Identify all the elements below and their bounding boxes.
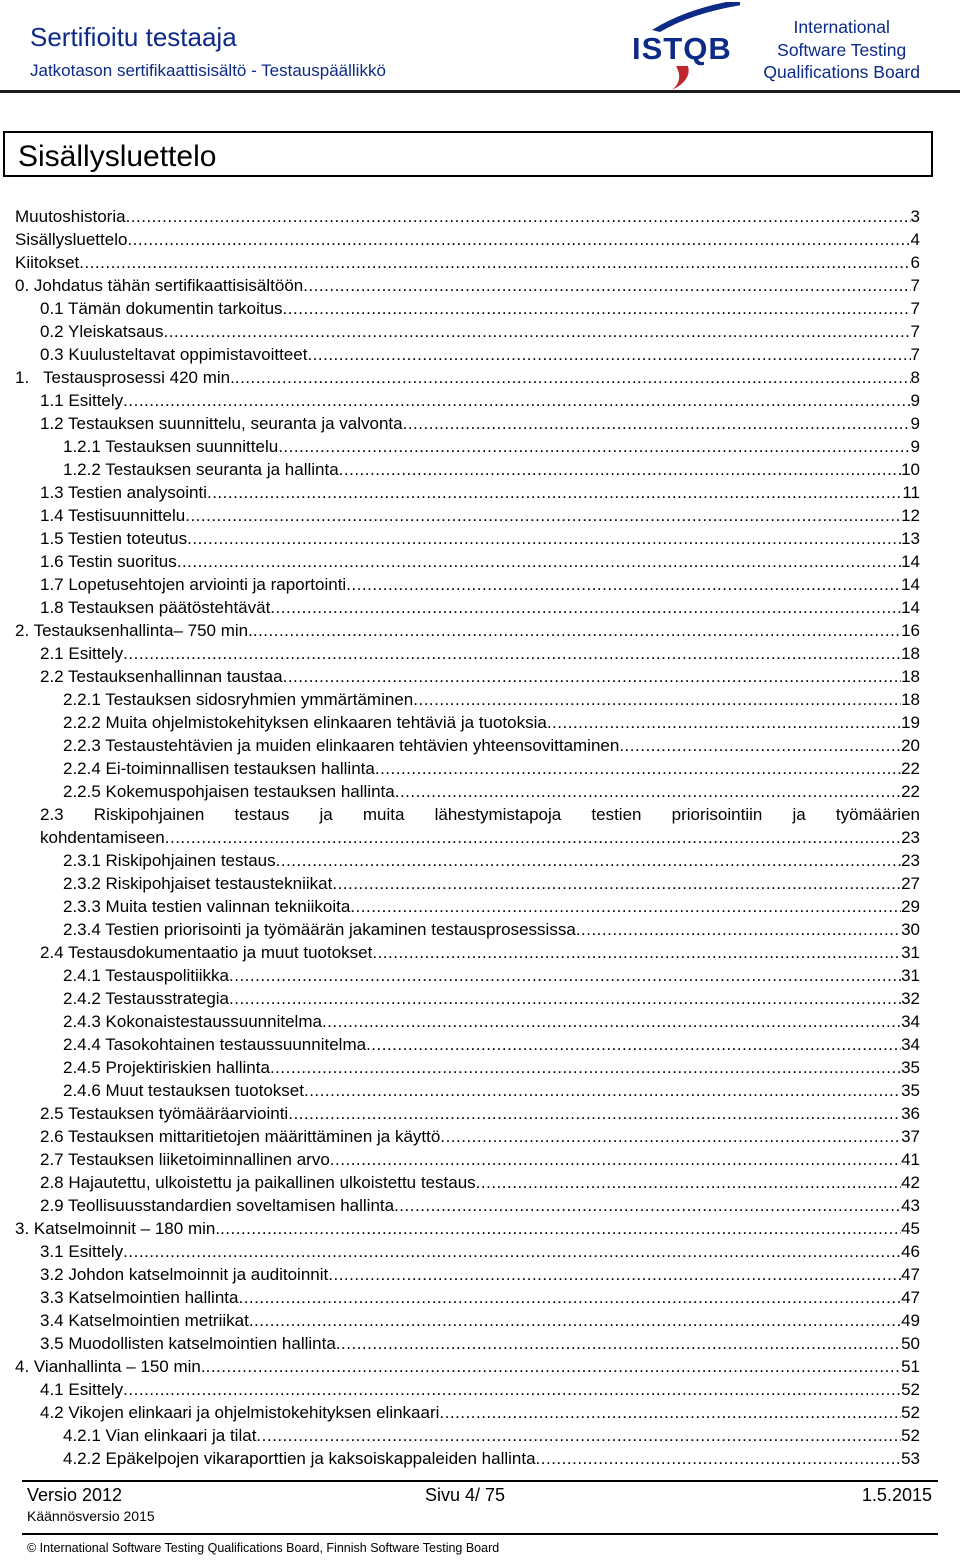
toc-entry[interactable] [0, 1125, 960, 1148]
toc-entry[interactable] [0, 1056, 960, 1079]
toc-entry-text: 2.5 Testauksen työmääräarviointi [40, 1104, 289, 1123]
toc-entry-text: 3. Katselmoinnit – 180 min. [15, 1219, 221, 1238]
toc-entry-text: 2.4.2 Testausstrategia [63, 989, 230, 1008]
toc-leader-dots [256, 1424, 901, 1447]
toc-leader-dots [303, 274, 910, 297]
toc-page-number: 32 [901, 989, 920, 1008]
toc-entry-text: 2.4.5 Projektiriskien hallinta [63, 1058, 270, 1077]
toc-entry[interactable] [0, 688, 960, 711]
toc-page-number: 4 [910, 230, 920, 249]
toc-page-number: 23 [901, 851, 920, 870]
toc-leader-dots [163, 320, 910, 343]
toc-leader-dots [249, 1309, 901, 1332]
toc-entry-text: 3.2 Johdon katselmoinnit ja auditoinnit [40, 1265, 329, 1284]
toc-entry-text: 2.2.5 Kokemuspohjaisen testauksen hallinta [63, 782, 395, 801]
toc-leader-dots [177, 550, 901, 573]
logo-swoosh-icon [652, 2, 740, 32]
toc-entry[interactable] [0, 573, 960, 596]
toc-entry[interactable] [0, 941, 960, 964]
toc-page-number: 18 [901, 690, 920, 709]
toc-leader-dots [403, 412, 911, 435]
toc-entry[interactable] [0, 872, 960, 895]
toc-entry[interactable] [0, 849, 960, 872]
toc-page-number: 43 [901, 1196, 920, 1215]
toc-leader-dots [328, 1263, 901, 1286]
toc-leader-dots [207, 481, 902, 504]
toc-leader-dots [123, 642, 901, 665]
toc-leader-dots [283, 665, 901, 688]
toc-entry-text: 2.4.3 Kokonaistestaussuunnitelma [63, 1012, 322, 1031]
toc-leader-dots [440, 1125, 901, 1148]
toc-entry[interactable] [0, 504, 960, 527]
toc-page-number: 6 [910, 253, 920, 272]
toc-leader-dots [123, 1378, 901, 1401]
toc-entry[interactable] [0, 205, 960, 228]
toc-leader-dots [394, 1194, 901, 1217]
toc-entry-text: 2.3 Riskipohjainen testaus ja muita lähestymistapoja testien priorisointiin ja työmäärien [40, 805, 920, 824]
toc-leader-dots [339, 458, 901, 481]
org-line-2: Software Testing [777, 39, 907, 60]
toc-page-number: 34 [901, 1035, 920, 1054]
toc-page-number: 7 [910, 299, 920, 318]
toc-leader-dots [322, 1010, 901, 1033]
toc-leader-dots [372, 941, 901, 964]
toc-entry[interactable] [0, 665, 960, 688]
toc-entry[interactable] [0, 1079, 960, 1102]
toc-leader-dots [476, 1171, 901, 1194]
toc-page-number: 34 [901, 1012, 920, 1031]
toc-page-number: 35 [901, 1058, 920, 1077]
toc-page-number: 47 [901, 1265, 920, 1284]
toc-page-number: 11 [902, 483, 920, 502]
toc-entry[interactable] [0, 734, 960, 757]
toc-entry[interactable] [0, 1309, 960, 1332]
toc-entry[interactable] [0, 964, 960, 987]
footer-page-number: Sivu 4/ 75 [425, 1485, 506, 1505]
toc-entry-text: 1.2.1 Testauksen suunnittelu [63, 437, 279, 456]
toc-page-number: 12 [901, 506, 920, 525]
toc-page-number: 9 [910, 391, 920, 410]
toc-page-number: 10 [901, 460, 920, 479]
toc-page-number: 14 [901, 598, 920, 617]
toc-entry[interactable] [0, 527, 960, 550]
toc-leader-dots [576, 918, 901, 941]
toc-entry[interactable] [0, 1401, 960, 1424]
toc-entry-text: 0.3 Kuulusteltavat oppimistavoitteet [40, 345, 308, 364]
toc-entry-text: 1.2 Testauksen suunnittelu, seuranta ja valvonta [40, 414, 403, 433]
toc-entry-text: 2.2.1 Testauksen sidosryhmien ymmärtäminen [63, 690, 414, 709]
toc-page-number: 35 [901, 1081, 920, 1100]
toc-leader-dots [366, 1033, 901, 1056]
toc-page-number: 37 [901, 1127, 920, 1146]
toc-entry[interactable] [0, 274, 960, 297]
page-header [0, 0, 960, 92]
toc-page-number: 22 [901, 782, 920, 801]
toc-entry-text: 1.2.2 Testauksen seuranta ja hallinta [63, 460, 339, 479]
toc-leader-dots [350, 895, 901, 918]
toc-entry[interactable] [0, 1033, 960, 1056]
toc-page-number: 19 [901, 713, 920, 732]
toc-page-number: 13 [901, 529, 920, 548]
toc-leader-dots [336, 1332, 901, 1355]
toc-entry[interactable] [0, 1148, 960, 1171]
toc-entry-text: 1.3 Testien analysointi [40, 483, 207, 502]
toc-leader-dots [270, 1056, 901, 1079]
toc-entry-text: 2.4.4 Tasokohtainen testaussuunnitelma [63, 1035, 367, 1054]
toc-entry[interactable] [0, 1332, 960, 1355]
istqb-logo [630, 2, 740, 90]
toc-entry-text: 2.9 Teollisuusstandardien soveltamisen hallinta [40, 1196, 395, 1215]
toc-entry-text: 3.5 Muodollisten katselmointien hallinta [40, 1334, 336, 1353]
toc-leader-dots [395, 780, 901, 803]
toc-leader-dots [220, 1217, 901, 1240]
toc-entry-text: 0.1 Tämän dokumentin tarkoitus [40, 299, 283, 318]
footer-rule-top [22, 1480, 938, 1482]
toc-entry[interactable] [0, 297, 960, 320]
toc-page-number: 7 [910, 276, 920, 295]
toc-entry[interactable] [0, 918, 960, 941]
toc-entry-text: 3.3 Katselmointien hallinta [40, 1288, 239, 1307]
toc-leader-dots [79, 251, 910, 274]
toc-leader-dots [206, 1355, 901, 1378]
toc-page-number: 14 [901, 552, 920, 571]
footer-copyright: © International Software Testing Qualifications Board, Finnish Software Testing Board [27, 1541, 500, 1555]
toc-page-number: 16 [901, 621, 920, 640]
toc-entry[interactable] [0, 458, 960, 481]
org-line-3: Qualifications Board [763, 62, 920, 82]
footer-rule-bottom [22, 1533, 938, 1535]
toc-leader-dots [123, 389, 910, 412]
toc-entry-text: kohdentamiseen [40, 828, 165, 847]
footer-date: 1.5.2015 [861, 1485, 932, 1505]
toc-entry[interactable] [0, 1424, 960, 1447]
toc-entry[interactable] [0, 481, 960, 504]
toc-entry[interactable] [0, 343, 960, 366]
toc-entry[interactable] [0, 228, 960, 251]
header-rule [0, 90, 960, 93]
toc-entry-text: 4. Vianhallinta – 150 min. [15, 1357, 206, 1376]
toc-page-number: 36 [901, 1104, 920, 1123]
toc-page-number: 8 [910, 368, 920, 387]
toc-entry[interactable] [0, 642, 960, 665]
toc-entry[interactable] [0, 757, 960, 780]
toc-entry-text: 2.3.2 Riskipohjaiset testaustekniikat [63, 874, 333, 893]
toc-page-number: 31 [901, 943, 920, 962]
page-footer [0, 1480, 960, 1560]
toc-entry-text: Muutoshistoria [15, 207, 126, 226]
toc-leader-dots [238, 1286, 901, 1309]
toc-leader-dots [276, 849, 901, 872]
toc-entry-text: 2.8 Hajautettu, ulkoistettu ja paikallinen ulkoistettu testaus [40, 1173, 476, 1192]
toc-entry[interactable] [0, 1240, 960, 1263]
toc-leader-dots [330, 1148, 901, 1171]
toc-leader-dots [165, 826, 901, 849]
toc-entry[interactable] [0, 251, 960, 274]
toc-leader-dots [439, 1401, 901, 1424]
toc-page-number: 3 [910, 207, 920, 226]
toc-entry-text: 1.6 Testin suoritus [40, 552, 177, 571]
toc-page-number: 53 [901, 1449, 920, 1468]
toc-entry[interactable] [0, 412, 960, 435]
toc-entry-text: 2.6 Testauksen mittaritietojen määrittäminen ja käyttö [40, 1127, 441, 1146]
toc-entry-text: 2.3.3 Muita testien valinnan tekniikoita [63, 897, 351, 916]
logo-wordmark: ISTQB [632, 31, 732, 66]
toc-page-number: 18 [901, 667, 920, 686]
toc-entry-text: 4.2.1 Vian elinkaari ja tilat [63, 1426, 257, 1445]
toc-entry-text: 2.1 Esittely [40, 644, 124, 663]
toc-page-number: 20 [901, 736, 920, 755]
toc-leader-dots [253, 619, 901, 642]
toc-leader-dots [307, 343, 910, 366]
toc-entry[interactable] [0, 895, 960, 918]
toc-entry-text: Sisällysluettelo [15, 230, 128, 249]
toc-leader-dots [304, 1079, 901, 1102]
toc-entry-text: 2.2 Testauksenhallinnan taustaa [40, 667, 283, 686]
toc-page-number: 46 [901, 1242, 920, 1261]
toc-page-number: 14 [901, 575, 920, 594]
toc-entry-text: 1.8 Testauksen päätöstehtävät [40, 598, 271, 617]
toc-leader-dots [536, 1447, 902, 1470]
toc-entry-text: 0. Johdatus tähän sertifikaattisisältöön [15, 276, 304, 295]
toc-entry-text: 2.4.6 Muut testauksen tuotokset [63, 1081, 304, 1100]
toc-leader-dots [126, 205, 911, 228]
toc-entry-text: 0.2 Yleiskatsaus [40, 322, 164, 341]
toc-leader-dots [229, 987, 901, 1010]
toc-entry[interactable] [0, 711, 960, 734]
toc-leader-dots [346, 573, 901, 596]
toc-entry[interactable] [0, 1194, 960, 1217]
toc-entry[interactable] [0, 803, 960, 849]
toc-entry-text: 2. Testauksenhallinta– 750 min. [15, 621, 253, 640]
toc-page-number: 29 [901, 897, 920, 916]
toc-entry-text: 2.2.3 Testaustehtävien ja muiden elinkaaren tehtävien yhteensovittaminen [63, 736, 620, 755]
toc-entry[interactable] [0, 320, 960, 343]
toc-page-number: 30 [901, 920, 920, 939]
toc-entry-text: 1.1 Esittely [40, 391, 124, 410]
toc-leader-dots [187, 527, 901, 550]
toc-entry[interactable] [0, 550, 960, 573]
toc-entry[interactable] [0, 1286, 960, 1309]
toc-entry-text: 2.2.4 Ei-toiminnallisen testauksen hallinta [63, 759, 375, 778]
toc-entry-text: 1. Testausprosessi 420 min. [15, 368, 235, 387]
toc-entry[interactable] [0, 1010, 960, 1033]
toc-leader-dots [547, 711, 901, 734]
toc-entry-text: 2.2.2 Muita ohjelmistokehityksen elinkaaren tehtäviä ja tuotoksia [63, 713, 547, 732]
logo-tail-icon [672, 66, 689, 90]
toc-page-number: 52 [901, 1403, 920, 1422]
toc-leader-dots [123, 1240, 901, 1263]
footer-version: Versio 2012 [27, 1485, 123, 1505]
toc-page-number: 45 [901, 1219, 920, 1238]
toc-entry[interactable] [0, 596, 960, 619]
toc-entry-text: 2.3.4 Testien priorisointi ja työmäärän jakaminen testausprosessissa [63, 920, 576, 939]
toc-page-number: 52 [901, 1426, 920, 1445]
footer-translation-version: Käännösversio 2015 [27, 1508, 155, 1524]
toc-entry-text: 2.4.1 Testauspolitiikka [63, 966, 230, 985]
toc-entry-text: 4.1 Esittely [40, 1380, 124, 1399]
toc-entry[interactable] [0, 619, 960, 642]
toc-entry[interactable] [0, 1217, 960, 1240]
toc-page-number: 49 [901, 1311, 920, 1330]
toc-entry-text: 1.4 Testisuunnittelu [40, 506, 186, 525]
table-of-contents [0, 205, 960, 1470]
toc-page-number: 9 [910, 414, 920, 433]
toc-entry[interactable] [0, 1447, 960, 1470]
toc-entry-text: 3.1 Esittely [40, 1242, 124, 1261]
toc-leader-dots [185, 504, 901, 527]
toc-heading: Sisällysluettelo [18, 140, 217, 173]
toc-entry[interactable] [0, 780, 960, 803]
toc-page-number: 52 [901, 1380, 920, 1399]
toc-page-number: 42 [901, 1173, 920, 1192]
toc-entry-text: 1.7 Lopetusehtojen arviointi ja raportointi [40, 575, 347, 594]
toc-entry[interactable] [0, 1378, 960, 1401]
header-title: Sertifioitu testaaja [30, 22, 237, 52]
toc-leader-dots [127, 228, 910, 251]
toc-entry[interactable] [0, 987, 960, 1010]
header-organization [763, 16, 920, 84]
toc-leader-dots [332, 872, 901, 895]
toc-page-number: 7 [910, 345, 920, 364]
toc-entry[interactable] [0, 1171, 960, 1194]
toc-page-number: 23 [901, 828, 920, 847]
toc-page-number: 27 [901, 874, 920, 893]
toc-entry[interactable] [0, 435, 960, 458]
toc-leader-dots [235, 366, 911, 389]
toc-entry-text: 2.7 Testauksen liiketoiminnallinen arvo [40, 1150, 330, 1169]
toc-leader-dots [270, 596, 901, 619]
header-subtitle: Jatkotason sertifikaattisisältö - Testauspäällikkö [30, 61, 386, 80]
toc-leader-dots [278, 435, 910, 458]
org-line-1: International [793, 17, 890, 37]
toc-entry[interactable] [0, 1102, 960, 1125]
toc-entry-text: 1.5 Testien toteutus [40, 529, 188, 548]
toc-entry[interactable] [0, 1263, 960, 1286]
toc-page-number: 7 [910, 322, 920, 341]
toc-page-number: 31 [901, 966, 920, 985]
toc-entry-text: 4.2 Vikojen elinkaari ja ohjelmistokehityksen elinkaari [40, 1403, 440, 1422]
toc-entry[interactable] [0, 1355, 960, 1378]
toc-leader-dots [413, 688, 901, 711]
toc-leader-dots [375, 757, 901, 780]
toc-leader-dots [619, 734, 901, 757]
toc-entry-text: Kiitokset [15, 253, 80, 272]
toc-entry-text: 3.4 Katselmointien metriikat [40, 1311, 249, 1330]
toc-leader-dots [288, 1102, 901, 1125]
toc-page-number: 18 [901, 644, 920, 663]
toc-entry-text: 2.4 Testausdokumentaatio ja muut tuotokset [40, 943, 373, 962]
toc-page-number: 22 [901, 759, 920, 778]
toc-page-number: 41 [901, 1150, 920, 1169]
toc-entry[interactable] [0, 366, 960, 389]
toc-page-number: 50 [901, 1334, 920, 1353]
toc-heading-box [3, 131, 933, 177]
toc-leader-dots [229, 964, 901, 987]
toc-leader-dots [283, 297, 911, 320]
toc-page-number: 9 [910, 437, 920, 456]
toc-page-number: 51 [901, 1357, 920, 1376]
toc-entry[interactable] [0, 389, 960, 412]
toc-entry-text: 2.3.1 Riskipohjainen testaus [63, 851, 276, 870]
toc-entry-text: 4.2.2 Epäkelpojen vikaraporttien ja kaksoiskappaleiden hallinta [63, 1449, 536, 1468]
toc-page-number: 47 [901, 1288, 920, 1307]
